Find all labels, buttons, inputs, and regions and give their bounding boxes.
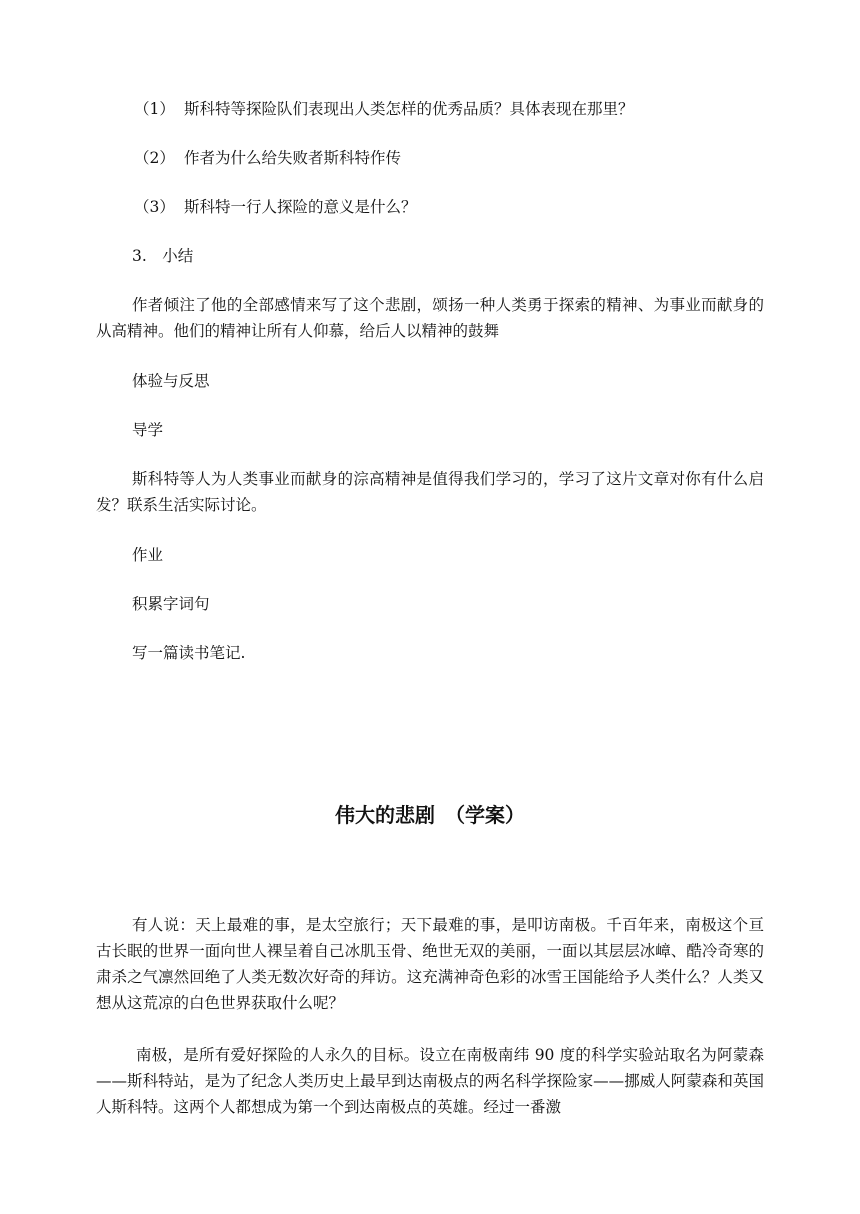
question-text: 作者为什么给失败者斯科特作传 bbox=[184, 149, 402, 167]
study-sheet-title: 伟大的悲剧 （学案） bbox=[335, 803, 525, 827]
guide-heading: 导学 bbox=[132, 421, 164, 439]
reflection-heading: 体验与反思 bbox=[132, 372, 210, 390]
question-text: 斯科特一行人探险的意义是什么？ bbox=[184, 198, 417, 216]
question-number: （3） bbox=[134, 198, 175, 216]
question-number: （2） bbox=[134, 149, 175, 167]
intro-paragraph: 有人说：天上最难的事，是太空旅行；天下最难的事，是叩访南极。千百年来，南极这个亘古长眠的世界一面向世人裸呈着自己冰肌玉骨、绝世无双的美丽，一面以其层层冰嶂、酷冷奇寒的肃杀之气凛然回绝了人类无数次好奇的拜访。这充满神奇色彩的冰雪王国能给予人类什么？人类又想从这荒凉的白色世界获取什么呢？ bbox=[96, 916, 764, 1012]
guide-paragraph: 斯科特等人为人类事业而献身的淙高精神是值得我们学习的，学习了这片文章对你有什么启发？联系生活实际讨论。 bbox=[96, 470, 764, 514]
question-2 bbox=[134, 145, 401, 171]
homework-heading: 作业 bbox=[132, 546, 164, 564]
summary-heading: 3. 小结 bbox=[132, 247, 194, 265]
homework-item-2: 写一篇读书笔记. bbox=[132, 644, 246, 662]
question-number: （1） bbox=[134, 100, 175, 118]
question-text: 斯科特等探险队们表现出人类怎样的优秀品质？具体表现在那里？ bbox=[184, 100, 634, 118]
question-1 bbox=[134, 96, 634, 122]
question-3 bbox=[134, 194, 417, 220]
summary-paragraph: 作者倾注了他的全部感情来写了这个悲剧，颂扬一种人类勇于探索的精神、为事业而献身的从高精神。他们的精神让所有人仰慕，给后人以精神的鼓舞 bbox=[96, 296, 764, 340]
homework-item-1: 积累字词句 bbox=[132, 595, 210, 613]
antarctic-paragraph: 南极，是所有爱好探险的人永久的目标。设立在南极南纬 90 度的科学实验站取名为阿蒙森——斯科特站，是为了纪念人类历史上最早到达南极点的两名科学探险家——挪威人阿蒙森和英国人斯科特。这两个人都想成为第一个到达南极点的英雄。经过一番激 bbox=[96, 1046, 764, 1116]
